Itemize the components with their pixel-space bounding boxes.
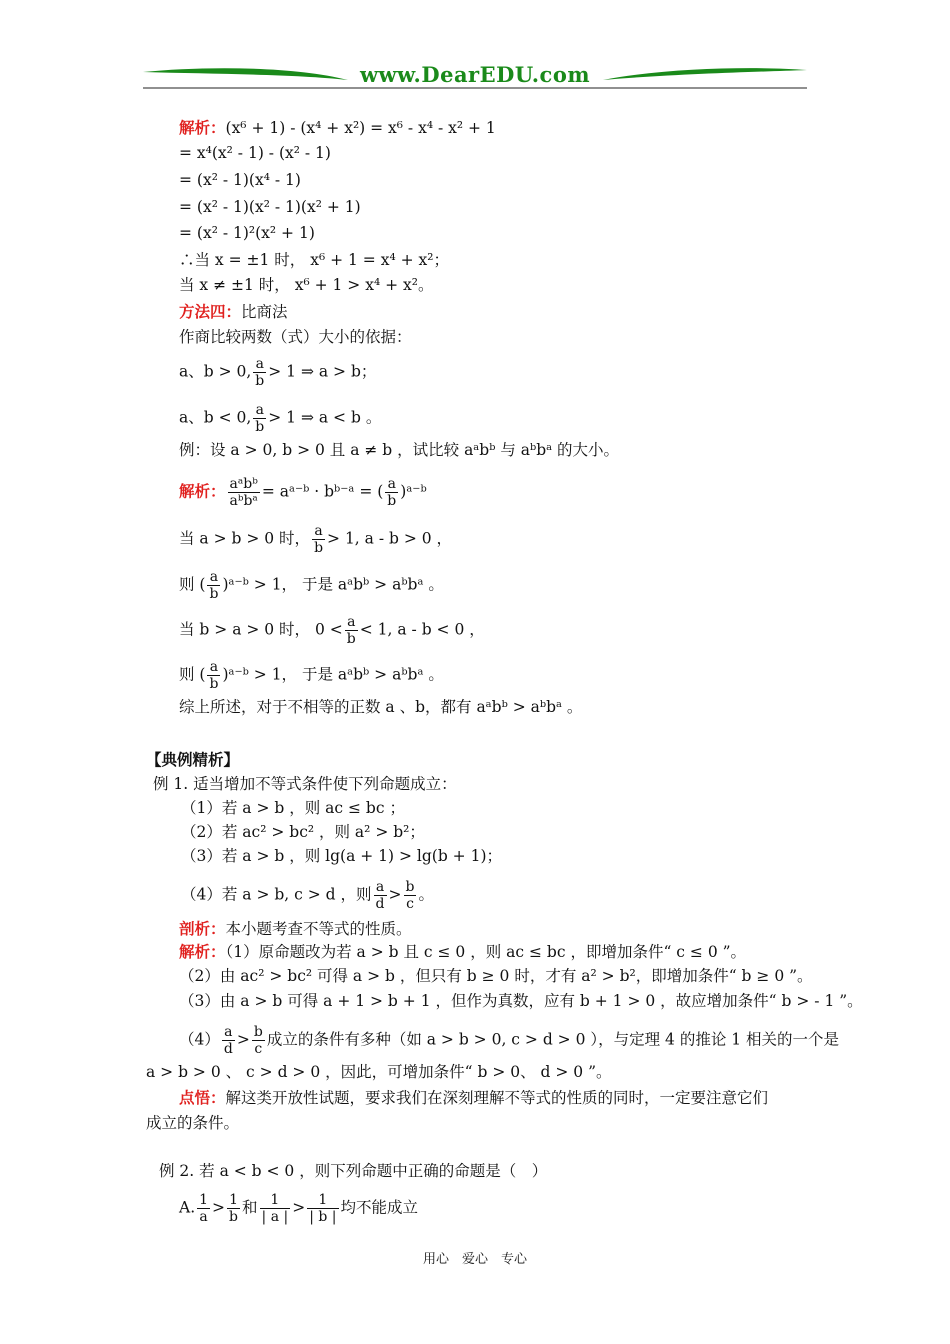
fraction: $\frac{1}{a}$ xyxy=(199,1192,209,1225)
fraction: $\frac{a}{b}$ xyxy=(209,569,219,602)
example-1-item-4: （4）若 a > b, c > d ，则 $\frac{a}{d}$ > $\frac{b}{c}$ 。 xyxy=(181,879,434,912)
section-title: 【典例精析】 xyxy=(146,750,240,769)
fraction: $\frac{a}{b}$ xyxy=(255,356,265,389)
solution-3: （3）由 a > b 可得 a + 1 > b + 1 ，但作为真数，应有 b + 1 > 0 ，故应增加条件“ b > - 1 ”。 xyxy=(179,992,863,1010)
solution-4-continued: a > b > 0 、 c > d > 0 ，因此，可增加条件“ b > 0、 d > 0 ”。 xyxy=(146,1063,612,1081)
solution-4: （4） $\frac{a}{d}$ > $\frac{b}{c}$ 成立的条件有多种（如 a > b > 0, c > d > 0 ），与定理 4 的推论 1 相关的一个是 xyxy=(179,1024,840,1057)
fraction: $\frac{1}{b}$ xyxy=(229,1192,239,1225)
fraction: $\frac{\text{aᵃbᵇ}}{\text{aᵇbᵃ}}$ xyxy=(229,476,258,509)
solution-line-3: = (x² - 1)(x⁴ - 1) xyxy=(179,171,301,189)
example-solution: 解析： $\frac{\text{aᵃbᵇ}}{\text{aᵇbᵃ}}$ = aᵃ⁻ᵇ · bᵇ⁻ᵃ = ( $\frac{a}{b}$ )ᵃ⁻ᵇ xyxy=(179,476,427,509)
fraction: $\frac{a}{b}$ xyxy=(255,402,265,435)
summary: 综上所述，对于不相等的正数 a 、b，都有 aᵃbᵇ > aᵇbᵃ 。 xyxy=(179,698,583,716)
case-b-greater-a: 当 b > a > 0 时， 0 < $\frac{a}{b}$ < 1, a - b < 0 ， xyxy=(179,614,485,647)
fraction: $\frac{a}{d}$ xyxy=(223,1024,233,1057)
insight-line: 点悟：解这类开放性试题，要求我们在深刻理解不等式的性质的同时，一定要注意它们 xyxy=(179,1088,769,1107)
conclusion-equal: ∴当 x = ±1 时， x⁶ + 1 = x⁴ + x²； xyxy=(179,251,449,269)
example-statement: 例：设 a > 0, b > 0 且 a ≠ b ，试比较 aᵃbᵇ 与 aᵇbᵃ 的大小。 xyxy=(179,441,620,459)
analysis-line: 剖析：本小题考查不等式的性质。 xyxy=(179,919,412,938)
example-2-title: 例 2. 若 a < b < 0 ，则下列命题中正确的命题是（ ） xyxy=(159,1162,548,1180)
criterion-negative: a、b < 0, $\frac{a}{b}$ > 1 ⇒ a < b 。 xyxy=(179,402,382,435)
example-1-item-3: （3）若 a > b ，则 lg(a + 1) > lg(b + 1)； xyxy=(181,847,503,865)
solution-2: （2）由 ac² > bc² 可得 a > b ，但只有 b ≥ 0 时，才有 a² > b²，即增加条件“ b ≥ 0 ”。 xyxy=(179,967,813,985)
example-1-item-2: （2）若 ac² > bc² ，则 a² > b²； xyxy=(181,823,425,841)
solution-line-4: = (x² - 1)(x² - 1)(x² + 1) xyxy=(179,198,361,216)
site-logo: www.DearEDU.com xyxy=(359,62,591,87)
solution-line-2: = x⁴(x² - 1) - (x² - 1) xyxy=(179,144,331,162)
fraction: $\frac{1}{| a |}$ xyxy=(261,1192,289,1225)
header-banner xyxy=(143,62,807,92)
criterion-positive: a、b > 0, $\frac{a}{b}$ > 1 ⇒ a > b； xyxy=(179,356,377,389)
then-case-1: 则 ( $\frac{a}{b}$ )ᵃ⁻ᵇ > 1， 于是 aᵃbᵇ > aᵇbᵃ 。 xyxy=(179,569,444,602)
method-four-heading: 方法四：比商法 xyxy=(179,302,288,321)
example-1-item-1: （1）若 a > b ，则 ac ≤ bc ； xyxy=(181,799,405,817)
fraction: $\frac{b}{c}$ xyxy=(405,879,415,912)
fraction: $\frac{a}{b}$ xyxy=(387,476,397,509)
fraction: $\frac{b}{c}$ xyxy=(253,1024,263,1057)
basis-text: 作商比较两数（式）大小的依据： xyxy=(179,328,412,346)
solution-1: 解析：（1）原命题改为若 a > b 且 c ≤ 0 ，则 ac ≤ bc ，即增加条件“ c ≤ 0 ”。 xyxy=(179,942,747,961)
insight-continued: 成立的条件。 xyxy=(146,1114,240,1132)
example-1-title: 例 1. 适当增加不等式条件使下列命题成立： xyxy=(153,775,457,793)
fraction: $\frac{a}{b}$ xyxy=(346,614,356,647)
case-a-greater-b: 当 a > b > 0 时， $\frac{a}{b}$ > 1, a - b > 0 ， xyxy=(179,523,453,556)
fraction: $\frac{a}{b}$ xyxy=(314,523,324,556)
solution-line-1: 解析：(x⁶ + 1) - (x⁴ + x²) = x⁶ - x⁴ - x² + 1 xyxy=(179,118,496,137)
page-footer: 用心 爱心 专心 xyxy=(422,1252,527,1267)
option-a: A. $\frac{1}{a}$ > $\frac{1}{b}$ 和 $\frac{1}{| a |}$ > $\frac{1}{| b |}$ 均不能成立 xyxy=(179,1192,419,1225)
fraction: $\frac{a}{b}$ xyxy=(209,659,219,692)
then-case-2: 则 ( $\frac{a}{b}$ )ᵃ⁻ᵇ > 1， 于是 aᵃbᵇ > aᵇbᵃ 。 xyxy=(179,659,444,692)
fraction: $\frac{1}{| b |}$ xyxy=(309,1192,337,1225)
solution-line-5: = (x² - 1)²(x² + 1) xyxy=(179,224,315,242)
fraction: $\frac{a}{d}$ xyxy=(375,879,385,912)
conclusion-greater: 当 x ≠ ±1 时， x⁶ + 1 > x⁴ + x²。 xyxy=(179,276,434,294)
